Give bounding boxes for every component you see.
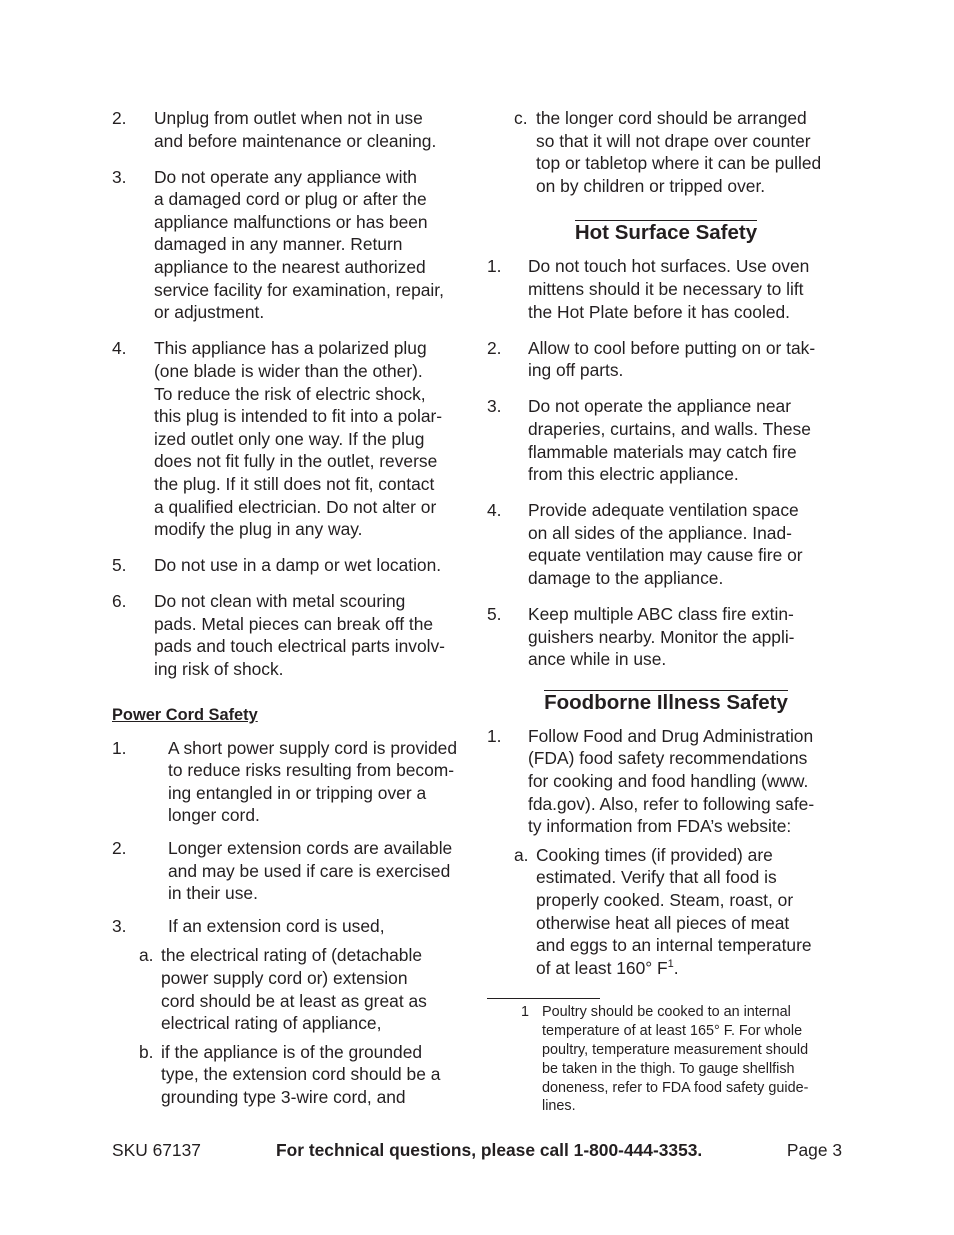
text-line: lines. [542,1098,576,1115]
list-item [487,499,845,589]
text-line [536,957,845,980]
text-line: ance while in use. [528,649,667,670]
sub-item-label: a. [514,844,529,865]
text-line: grounding type 3-wire cord, and [161,1086,406,1107]
right-column [487,107,845,1116]
text-line: fda.gov). Also, refer to following safe- [528,793,815,814]
item-number: 1. [487,256,502,277]
text-line: Unplug from outlet when not in use [154,108,423,128]
text-line: Poultry should be cooked to an internal [542,1004,791,1021]
text-line: Do not clean with metal scouring [154,591,406,612]
text-line: longer cord. [168,805,260,826]
footnote-ref: 1 [667,957,674,970]
item-number: 1. [112,737,127,758]
text-line: service facility for examination, repair, [154,279,444,300]
text-line: and may be used if care is exercised [168,860,451,881]
item-text [168,837,469,905]
item-text [154,166,469,324]
text-line: (FDA) food safety recommendations [528,748,808,769]
text-line: on all sides of the appliance. Inad- [528,522,792,543]
text-line: mittens should it be necessary to lift [528,278,804,299]
text-line: draperies, curtains, and walls. These [528,418,811,439]
list-item [487,395,845,485]
text-line: Cooking times (if provided) are [536,844,773,865]
item-text [528,337,845,382]
text-line: Keep multiple ABC class fire extin- [528,604,794,625]
text-line: type, the extension cord should be a [161,1064,441,1085]
item-number: 2. [112,838,127,859]
list-item [112,554,469,577]
text-line: properly cooked. Steam, roast, or [536,890,794,911]
text-line: pads and touch electrical parts involv- [154,636,445,657]
text-line: be taken in the thigh. To gauge shellfish [542,1060,795,1077]
text-line: ing off parts. [528,360,624,381]
list-item [487,725,845,838]
text-line: or adjustment. [154,302,265,323]
text-line: temperature of at least 165° F. For whole [542,1023,803,1040]
extension-cord-sublist [139,944,469,1108]
text-segment: . [673,957,679,978]
list-item [112,837,469,905]
footnote-number: 1 [521,1004,530,1021]
page-footer [112,1140,842,1164]
text-line: Longer extension cords are available [168,838,453,859]
text-line: ing entangled in or tripping over a [168,782,427,803]
sub-item-text [161,1041,469,1109]
power-cord-heading: Power Cord Safety [112,705,258,724]
text-line: for cooking and food handling (www. [528,771,809,792]
sku-label: SKU 67137 [112,1140,201,1160]
item-number: 2. [112,108,127,128]
hot-surface-heading-text: Hot Surface Safety [574,221,758,245]
text-line: if the appliance is of the grounded [161,1041,423,1062]
text-line: to reduce risks resulting from becom- [168,760,455,781]
list-item [487,603,845,671]
text-line: otherwise heat all pieces of meat [536,912,790,933]
text-line: Provide adequate ventilation space [528,500,799,521]
item-text [528,725,845,838]
list-item [487,337,845,382]
footnote-item [487,1003,845,1116]
item-number: 5. [487,604,502,625]
text-line: modify the plug in any way. [154,519,363,540]
text-line: Follow Food and Drug Administration [528,725,814,746]
item-number: 3. [112,915,127,936]
power-cord-list [112,737,469,938]
foodborne-heading-text: Foodborne Illness Safety [544,690,788,714]
item-text [528,499,845,589]
item-text [528,395,845,485]
text-line: the Hot Plate before it has cooled. [528,301,790,322]
item-number: 2. [487,337,502,358]
text-line: electrical rating of appliance, [161,1013,382,1034]
text-line: A short power supply cord is provided [168,737,458,758]
text-line: Do not operate any appliance with [154,166,417,187]
foodborne-sub-a [514,844,845,980]
text-line: from this electric appliance. [528,464,739,485]
text-line: appliance malfunctions or has been [154,211,428,232]
text-line: Do not touch hot surfaces. Use oven [528,256,810,277]
text-line: power supply cord or) extension [161,968,408,988]
list-item [112,915,469,938]
text-line: flammable materials may catch fire [528,441,797,462]
text-line: Allow to cool before putting on or tak- [528,337,816,358]
hot-surface-list [487,255,845,671]
support-phone-text: For technical questions, please call 1-800-444-3353. [276,1140,703,1160]
left-column [112,107,469,1109]
item-text [154,590,469,680]
hot-surface-heading [487,220,845,245]
item-number: 4. [487,500,502,521]
footnote-rule [487,998,600,999]
text-line: so that it will not drape over counter [536,130,811,151]
item-text [154,554,469,577]
text-line: and before maintenance or cleaning. [154,130,437,151]
text-line: guishers nearby. Monitor the appli- [528,626,795,647]
text-line: pads. Metal pieces can break off the [154,613,434,634]
text-line: in their use. [168,883,258,904]
foodborne-heading [487,690,845,715]
item-number: 1. [487,725,502,746]
text-line: top or tabletop where it can be pulled [536,153,822,174]
list-item [112,107,469,152]
page-number: Page 3 [786,1140,842,1160]
sub-item-label: c. [514,108,528,128]
text-line: To reduce the risk of electric shock, [154,383,426,404]
item-number: 3. [112,166,127,187]
text-line: If an extension cord is used, [168,915,385,936]
text-line: this plug is intended to fit into a polar- [154,406,443,427]
sub-item [139,944,469,1034]
text-line: This appliance has a polarized plug [154,338,427,359]
item-text [168,737,469,827]
list-item [112,590,469,680]
item-number: 4. [112,338,127,359]
text-line: poultry, temperature measurement should [542,1042,809,1058]
sub-item [514,844,845,980]
text-line: ing risk of shock. [154,659,284,680]
list-item [112,337,469,540]
sub-item-label: b. [139,1041,154,1062]
foodborne-list [487,725,845,838]
text-line: appliance to the nearest authorized [154,257,426,278]
footnote-text [542,1003,845,1116]
safety-list [112,107,469,681]
item-number: 6. [112,591,127,612]
item-text [154,107,469,152]
list-item [487,255,845,323]
text-line: ized outlet only one way. If the plug [154,428,425,449]
sub-item-text [536,107,845,197]
text-line: doneness, refer to FDA food safety guide- [542,1079,809,1096]
text-line: a damaged cord or plug or after the [154,189,427,210]
text-line: the plug. If it still does not fit, contact [154,473,435,494]
text-line: a qualified electrician. Do not alter or [154,496,437,517]
text-line: does not fit fully in the outlet, reverse [154,451,438,472]
text-line: and eggs to an internal temperature [536,935,812,956]
item-text [168,915,469,938]
sub-item-text [161,944,469,1034]
text-line: Do not operate the appliance near [528,396,791,417]
text-line: estimated. Verify that all food is [536,867,777,888]
footnote [487,1003,845,1116]
item-text [528,603,845,671]
text-line: damaged in any manner. Return [154,234,403,255]
sub-item [139,1041,469,1109]
text-line: ty information from FDA’s website: [528,816,792,837]
item-text [528,255,845,323]
extension-cord-sub-c [514,107,845,197]
item-text [154,337,469,540]
sub-item-text [536,844,845,980]
list-item [112,737,469,827]
text-line: (one blade is wider than the other). [154,360,423,381]
text-line: the longer cord should be arranged [536,108,807,128]
sub-item [514,107,845,197]
list-item [112,166,469,324]
item-number: 3. [487,396,502,417]
text-line: cord should be at least as great as [161,990,427,1011]
text-line: equate ventilation may cause fire or [528,545,803,566]
text-line: the electrical rating of (detachable [161,945,423,966]
item-number: 5. [112,555,127,576]
text-line: on by children or tripped over. [536,175,766,196]
text-segment: of at least 160° F [536,957,668,978]
sub-item-label: a. [139,945,154,966]
text-line: Do not use in a damp or wet location. [154,555,442,576]
text-line: damage to the appliance. [528,568,724,588]
